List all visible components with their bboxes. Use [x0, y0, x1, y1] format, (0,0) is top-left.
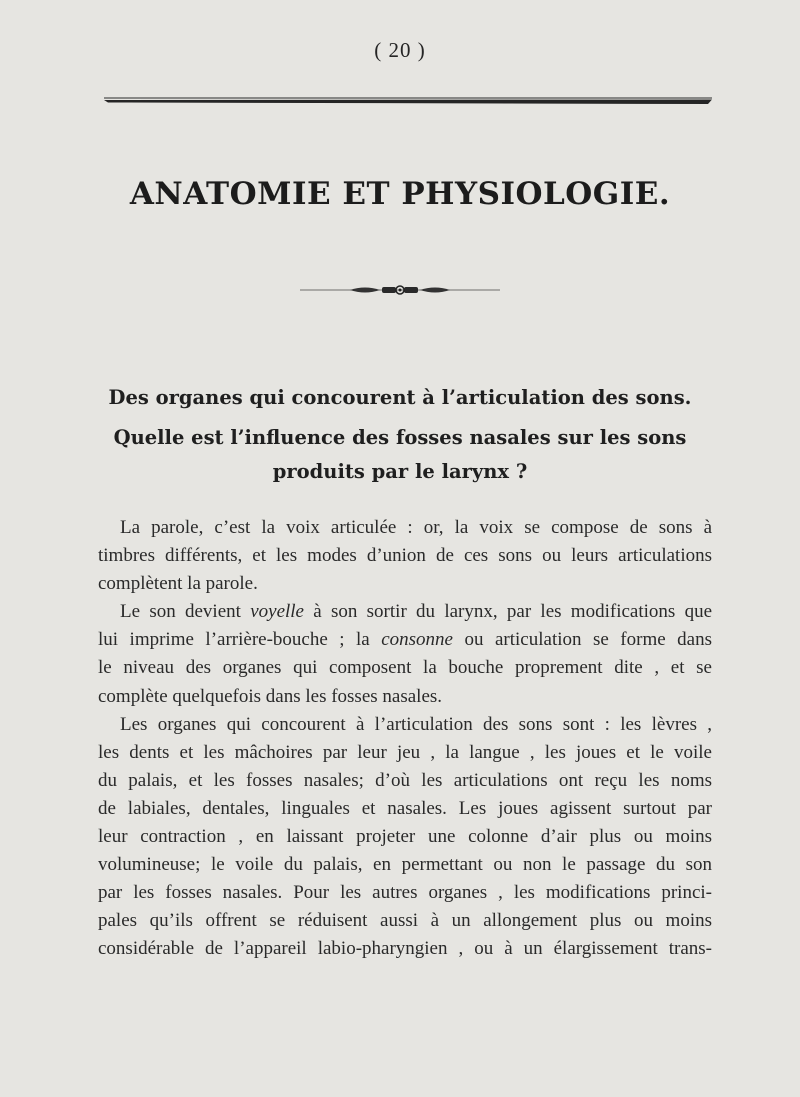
text-line: complètent la parole. — [98, 573, 258, 595]
question-heading-line-1: Quelle est l’influence des fosses nasales sur les sons — [113, 426, 687, 449]
question-heading-line-2: produits par le larynx ? — [272, 460, 528, 483]
chapter-title: ANATOMIE ET PHYSIOLOGIE. — [129, 176, 671, 212]
text-line: pales qu’ils offrent se réduisent aussi à un allongement plus ou moins — [98, 910, 712, 932]
text-line — [98, 598, 712, 626]
text-line: Les organes qui concourent à l’articulation des sons sont : les lèvres , — [120, 713, 712, 735]
text-segment: à son sortir du larynx, par les modifications que — [304, 601, 712, 623]
text-line: volumineuse; le voile du palais, en permettant ou non le passage du son — [98, 854, 712, 876]
text-segment: lui imprime l’arrière-bouche ; la — [98, 629, 382, 651]
text-line: le niveau des organes qui composent la bouche proprement dite , et se — [98, 657, 712, 679]
ornament-divider — [300, 284, 500, 296]
text-line — [98, 626, 712, 654]
text-line: timbres différents, et les modes d’union de ces sons ou leurs articulations — [98, 545, 712, 567]
text-line: complète quelquefois dans les fosses nasales. — [98, 685, 443, 707]
top-rule-divider — [104, 96, 712, 106]
text-line: de labiales, dentales, linguales et nasales. Les joues agissent surtout par — [98, 797, 712, 819]
text-line: les dents et les mâchoires par leur jeu , la langue , les joues et le voile — [98, 741, 712, 763]
text-line: considérable de l’appareil labio-pharyngien , ou à un élargissement trans- — [98, 938, 712, 960]
section-heading: Des organes qui concourent à l’articulation des sons. — [108, 386, 692, 409]
italic-term-voyelle: voyelle — [250, 601, 304, 623]
body-text — [98, 514, 712, 964]
text-line: par les fosses nasales. Pour les autres organes , les modifications princi- — [98, 882, 712, 904]
text-line: du palais, et les fosses nasales; d’où les articulations ont reçu les noms — [98, 769, 712, 791]
italic-term-consonne: consonne — [381, 629, 453, 651]
text-segment: ou articulation se forme dans — [453, 629, 712, 651]
text-segment: Le son devient — [120, 601, 251, 623]
text-line: leur contraction , en laissant projeter une colonne d’air plus ou moins — [98, 826, 712, 848]
text-line: La parole, c’est la voix articulée : or, la voix se compose de sons à — [120, 517, 712, 538]
page-number: ( 20 ) — [374, 38, 426, 62]
